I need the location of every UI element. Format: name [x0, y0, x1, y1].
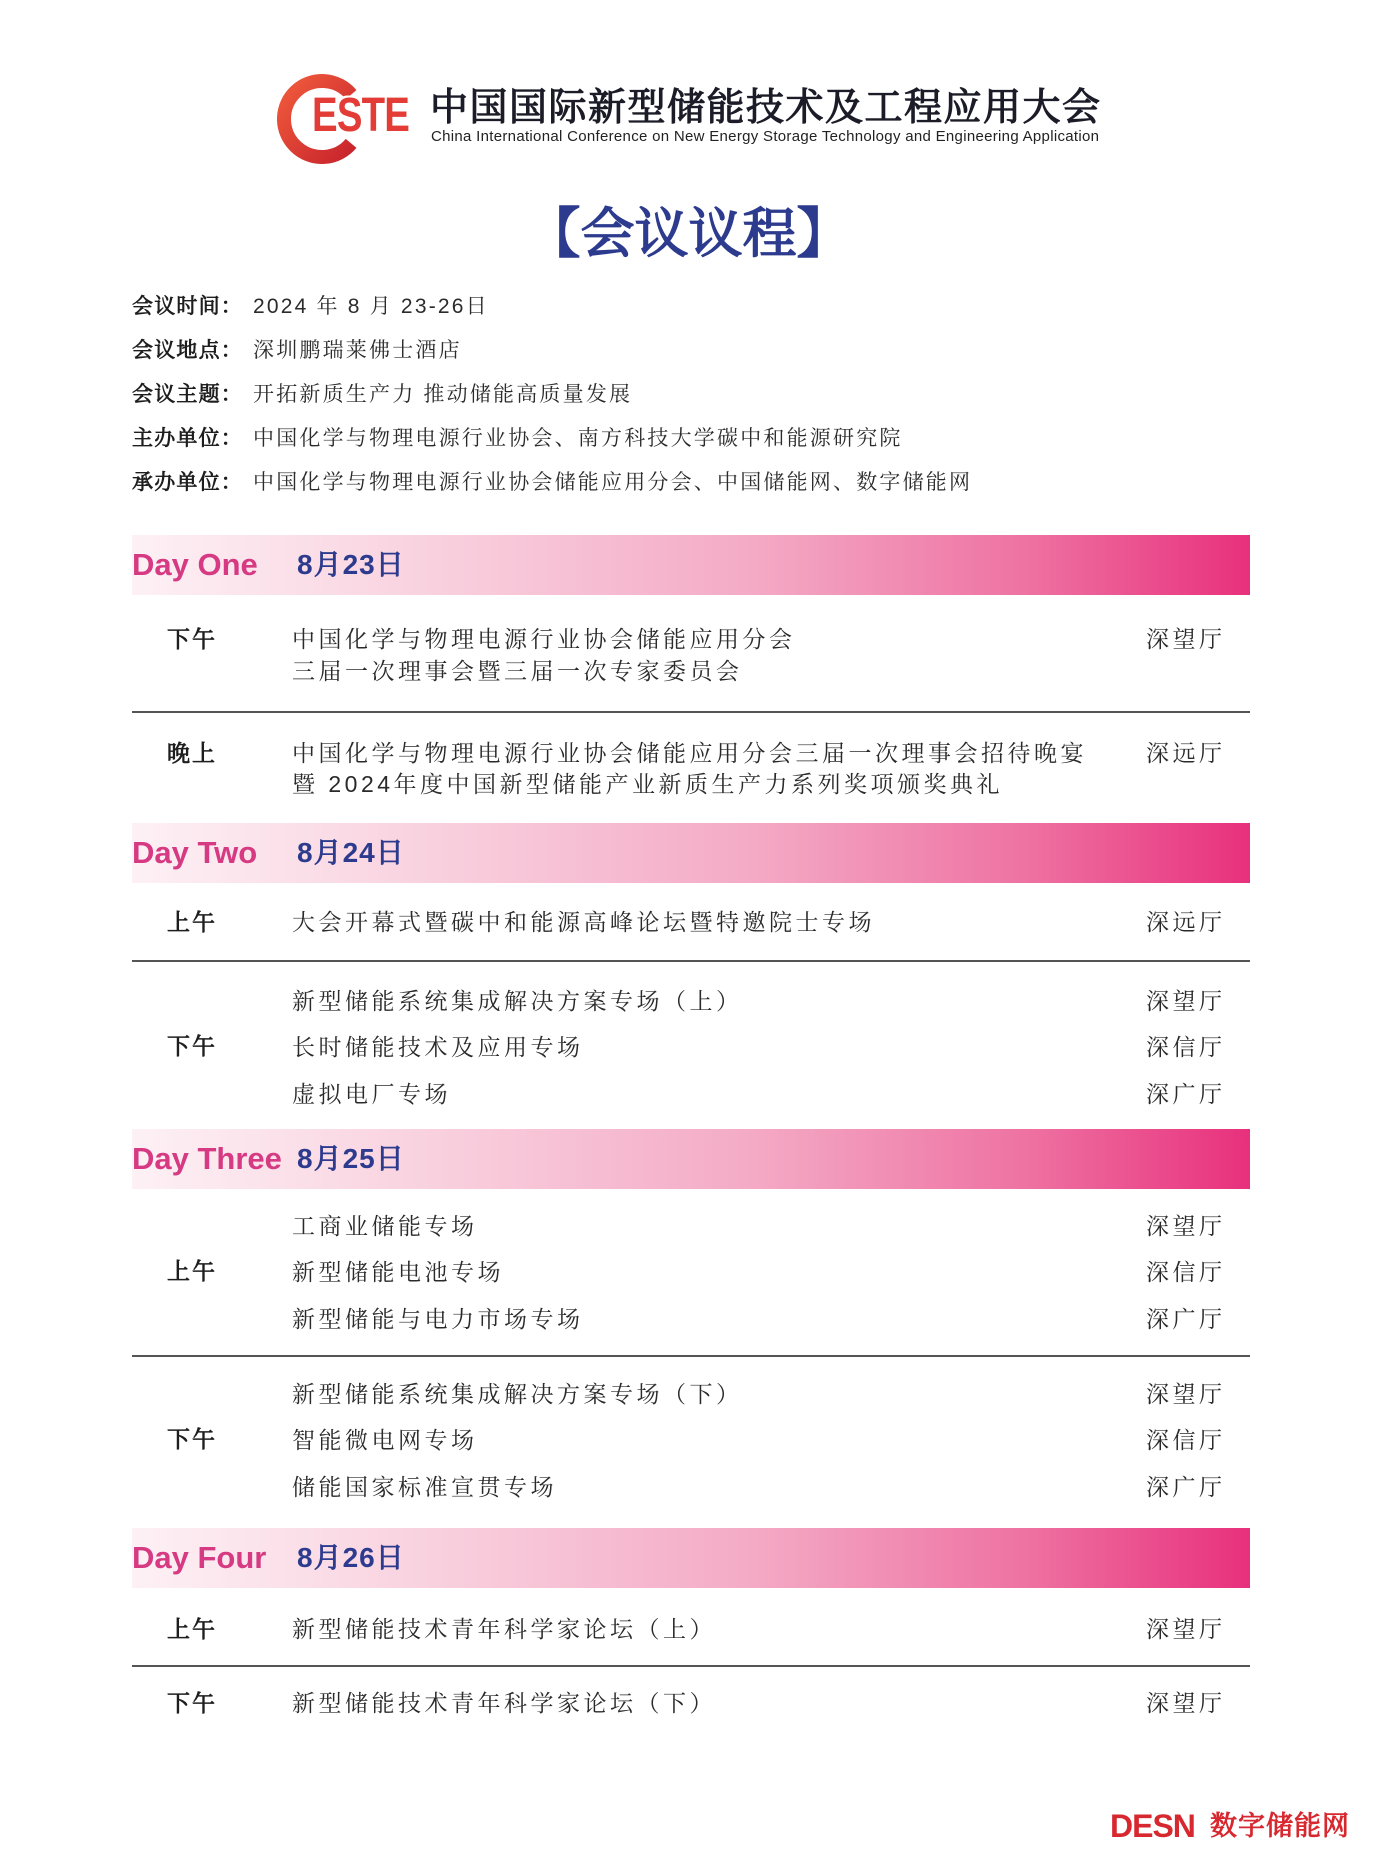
day-band-four: [132, 1528, 1250, 1588]
session-venue: 深远厅: [1146, 909, 1226, 935]
day-name: Day One: [132, 547, 258, 582]
session-venue: 深信厅: [1146, 1034, 1226, 1060]
session-title-line: 新型储能系统集成解决方案专场（下）: [292, 1381, 743, 1407]
session-title-line: 中国化学与物理电源行业协会储能应用分会: [292, 626, 796, 652]
session-title-line: 新型储能电池专场: [292, 1259, 504, 1285]
session-title-line: 新型储能技术青年科学家论坛（上）: [292, 1616, 716, 1642]
session-venue: 深望厅: [1146, 1616, 1226, 1642]
day-name: Day Three: [132, 1141, 282, 1176]
session-venue: 深远厅: [1146, 740, 1226, 766]
session-title-line: 暨 2024年度中国新型储能产业新质生产力系列奖项颁奖典礼: [292, 771, 1004, 797]
session-title-line: 储能国家标准宣贯专场: [292, 1474, 557, 1500]
info-value-host: 中国化学与物理电源行业协会、南方科技大学碳中和能源研究院: [253, 427, 903, 450]
session-venue: 深信厅: [1146, 1427, 1226, 1453]
session-title-line: 新型储能与电力市场专场: [292, 1306, 584, 1332]
session-venue: 深望厅: [1146, 1213, 1226, 1239]
session-venue: 深望厅: [1146, 626, 1226, 652]
day-date: 8月23日: [297, 549, 405, 580]
session-venue: 深望厅: [1146, 1381, 1226, 1407]
info-label-host: 主办单位：: [132, 427, 243, 450]
info-value-time: 2024 年 8 月 23-26日: [253, 295, 489, 318]
footer-brand-logo-latin: DESN: [1110, 1808, 1195, 1844]
session-venue: 深望厅: [1146, 1690, 1226, 1716]
day-date: 8月26日: [297, 1542, 405, 1573]
logo-text: ESTE: [312, 89, 410, 142]
session-period: 上午: [167, 1258, 217, 1284]
session-title-line: 新型储能系统集成解决方案专场（上）: [292, 988, 743, 1014]
session-venue: 深广厅: [1146, 1474, 1226, 1500]
session-period: 下午: [167, 1033, 217, 1059]
session-title-line: 长时储能技术及应用专场: [292, 1034, 584, 1060]
session-title-line: 虚拟电厂专场: [292, 1081, 451, 1107]
info-label-venue: 会议地点：: [132, 339, 243, 362]
session-period: 下午: [167, 1426, 217, 1452]
day-band-one: [132, 535, 1250, 595]
info-value-theme: 开拓新质生产力 推动储能高质量发展: [253, 383, 633, 406]
info-label-theme: 会议主题：: [132, 383, 243, 406]
row-divider: [132, 1355, 1250, 1357]
session-period: 上午: [167, 1616, 217, 1642]
session-title-line: 三届一次理事会暨三届一次专家委员会: [292, 658, 743, 684]
session-venue: 深广厅: [1146, 1081, 1226, 1107]
day-name: Day Four: [132, 1540, 267, 1575]
row-divider: [132, 1665, 1250, 1667]
row-divider: [132, 711, 1250, 713]
session-period: 下午: [167, 626, 217, 652]
day-band-three: [132, 1129, 1250, 1189]
info-value-organizer: 中国化学与物理电源行业协会储能应用分会、中国储能网、数字储能网: [253, 471, 973, 494]
session-title-line: 工商业储能专场: [292, 1213, 478, 1239]
session-title-line: 智能微电网专场: [292, 1427, 478, 1453]
page-heading: 【会议议程】: [526, 204, 851, 264]
day-date: 8月24日: [297, 837, 405, 868]
session-title-line: 大会开幕式暨碳中和能源高峰论坛暨特邀院士专场: [292, 909, 875, 935]
session-title-line: 中国化学与物理电源行业协会储能应用分会三届一次理事会招待晚宴: [292, 740, 1087, 766]
session-period: 晚上: [167, 740, 217, 766]
session-period: 上午: [167, 909, 217, 935]
day-date: 8月25日: [297, 1143, 405, 1174]
info-label-organizer: 承办单位：: [132, 471, 243, 494]
row-divider: [132, 960, 1250, 962]
info-label-time: 会议时间：: [132, 295, 243, 318]
session-venue: 深望厅: [1146, 988, 1226, 1014]
session-title-line: 新型储能技术青年科学家论坛（下）: [292, 1690, 716, 1716]
day-name: Day Two: [132, 835, 258, 870]
conference-title-cn: 中国国际新型储能技术及工程应用大会: [430, 87, 1102, 129]
conference-title-en: China International Conference on New Energy Storage Technology and Engineering Application: [431, 128, 1100, 145]
session-venue: 深广厅: [1146, 1306, 1226, 1332]
session-venue: 深信厅: [1146, 1259, 1226, 1285]
day-band-two: [132, 823, 1250, 883]
info-value-venue: 深圳鹏瑞莱佛士酒店: [253, 339, 462, 362]
session-period: 下午: [167, 1690, 217, 1716]
footer-brand-logo-cn: 数字储能网: [1210, 1811, 1350, 1841]
